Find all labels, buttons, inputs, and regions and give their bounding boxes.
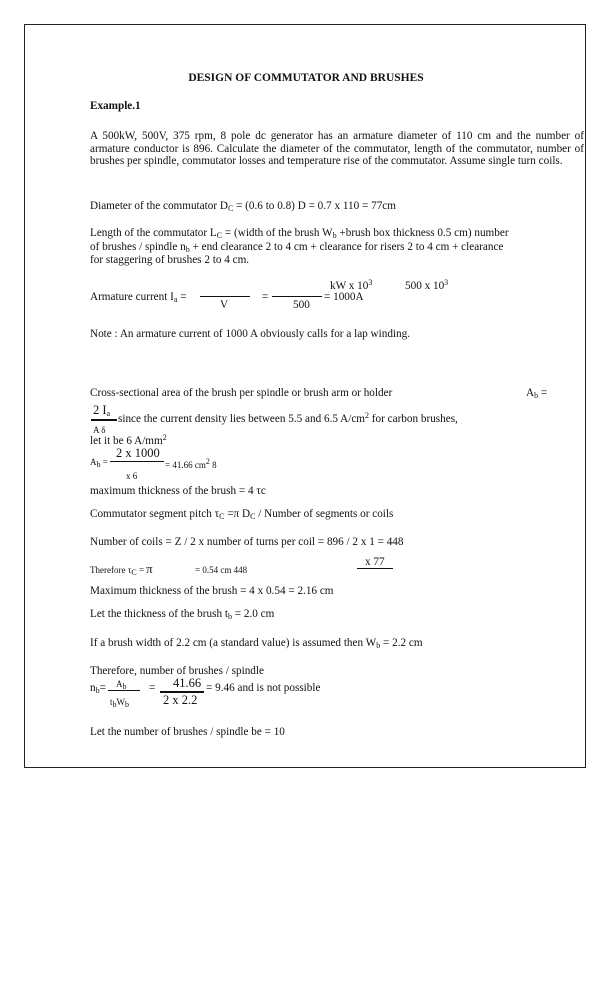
tb-sub: b <box>227 612 232 621</box>
ab-calc-fraction-bar <box>110 461 164 462</box>
length-c: +brush box thickness 0.5 cm) number <box>336 227 509 239</box>
brush-width <box>90 637 423 652</box>
brush-area-label: Cross-sectional area of the brush per spindle or brush arm or holder <box>90 387 393 399</box>
commutator-diameter <box>90 200 396 215</box>
number-of-coils: Number of coils = Z / 2 x number of turns per coil = 896 / 2 x 1 = 448 <box>90 536 404 548</box>
commutator-length <box>90 228 560 266</box>
ia-denominator-2: 500 <box>293 299 310 311</box>
nb-f1-den-sub2: b <box>125 700 130 709</box>
tb-a: Let the thickness of the brush t <box>90 608 228 620</box>
length-line2-sub: b <box>185 245 190 254</box>
nb-f1-den-t: t <box>110 697 113 707</box>
nb-f1-num-sub: b <box>122 682 127 691</box>
tb-b: = 2.0 cm <box>231 608 275 620</box>
ab-calc-sub: b <box>96 460 101 469</box>
ia-label <box>90 291 187 306</box>
ia-label-text: Armature current I <box>90 291 174 303</box>
ab-frac-num-sub: a <box>106 409 111 418</box>
ia-fraction-bar-1 <box>200 296 250 297</box>
ab-fraction-bar <box>91 419 117 421</box>
since-text-b: for carbon brushes, <box>369 413 458 425</box>
ab-calc-denominator: x 6 <box>126 471 138 481</box>
tc-fraction-bar <box>357 568 393 569</box>
tc-pi: π <box>146 562 153 576</box>
nb-n-eq: = <box>99 682 106 694</box>
pitch-sub: C <box>219 512 225 521</box>
length-line2-b: + end clearance 2 to 4 cm + clearance for risers 2 to 4 cm + clearance <box>189 241 504 253</box>
nb-symbol <box>90 682 106 697</box>
diameter-rest: = (0.6 to 0.8) D = 0.7 x 110 = 77cm <box>233 200 396 212</box>
bw-a: If a brush width of 2.2 cm (a standard value) is assumed then W <box>90 637 377 649</box>
nb-result: = 9.46 and is not possible <box>206 682 321 694</box>
brush-thickness <box>90 608 274 623</box>
nb-frac1-denominator <box>110 696 129 711</box>
length-a: Length of the commutator L <box>90 227 217 239</box>
nb-f1-den-sub: b <box>112 700 117 709</box>
length-line-3: for staggering of brushes 2 to 4 cm. <box>90 254 250 266</box>
ia-num2-sup: 3 <box>444 278 449 287</box>
ab-fraction-denominator: A δ <box>93 425 106 435</box>
nb-f1-num: A <box>116 679 123 689</box>
ab-symbol <box>526 387 547 402</box>
max-thickness-formula: maximum thickness of the brush = 4 τc <box>90 485 266 497</box>
max-thickness-value: Maximum thickness of the brush = 4 x 0.54 = 2.16 cm <box>90 585 334 597</box>
ia-fraction-bar-2 <box>272 296 322 297</box>
ab-calc-numerator: 2 x 1000 <box>116 446 160 460</box>
pitch-c: / Number of segments or coils <box>255 508 394 520</box>
therefore-tc <box>90 563 153 579</box>
ia-num1-sup: 3 <box>368 278 373 287</box>
length-b: = (width of the brush W <box>222 227 333 239</box>
ab-calc-eq: = <box>100 457 108 467</box>
ab-eq: = <box>538 387 548 399</box>
lap-winding-note: Note : An armature current of 1000 A obviously calls for a lap winding. <box>90 328 411 340</box>
nb-n-sub: b <box>95 686 100 695</box>
pitch-sub2: C <box>250 512 256 521</box>
problem-statement: A 500kW, 500V, 375 rpm, 8 pole dc generator has an armature diameter of 110 cm and the number of armature conductor is 896. Calculate the diameter of the commutator, length of the commutator, number of brushes per spindle, commutator losses and temperature rise of the commutator. Assume single turn coils. <box>90 130 584 168</box>
ia-result: = 1000A <box>324 291 364 303</box>
current-density-text <box>118 409 458 426</box>
ia-num2-text: 500 x 10 <box>405 280 445 292</box>
diameter-prefix: Diameter of the commutator D <box>90 200 228 212</box>
final-brush-count: Let the number of brushes / spindle be = 10 <box>90 726 285 738</box>
ab-calc-result <box>165 455 217 472</box>
nb-frac2-denominator: 2 x 2.2 <box>163 693 198 707</box>
nb-n: n <box>90 682 96 694</box>
bw-b: = 2.2 cm <box>380 637 423 649</box>
ia-denominator-1: V <box>220 299 229 311</box>
length-b-sub: b <box>332 231 337 240</box>
since-sup: 2 <box>365 411 369 420</box>
ab-fraction-numerator <box>93 404 110 420</box>
tc-result: = 0.54 cm 448 <box>195 565 248 575</box>
nb-frac2-numerator: 41.66 <box>173 676 202 690</box>
let-sup: 2 <box>162 433 167 442</box>
length-line-1 <box>90 228 560 241</box>
tc-b: = <box>136 565 147 575</box>
ab-calc-res: = 41.66 cm <box>165 460 206 470</box>
tc-sub: C <box>131 568 137 577</box>
ab-frac-num: 2 I <box>93 403 107 417</box>
ab-sub: b <box>534 391 539 400</box>
ia-label-sub: a <box>173 295 178 304</box>
length-a-sub: C <box>216 231 223 240</box>
length-line2-a: of brushes / spindle n <box>90 241 186 253</box>
bw-sub: b <box>376 641 381 650</box>
pitch-a: Commutator segment pitch τ <box>90 508 220 520</box>
ab-calc-a: A <box>90 457 97 467</box>
since-text: since the current density lies between 5.5 and 6.5 A/cm <box>118 413 365 425</box>
ia-equals: = <box>262 291 269 303</box>
tc-numerator: x 77 <box>365 556 385 568</box>
page-title: DESIGN OF COMMUTATOR AND BRUSHES <box>188 72 424 84</box>
example-heading: Example.1 <box>90 100 141 112</box>
nb-f1-den-w: W <box>116 697 126 707</box>
pitch-b: =π D <box>224 508 251 520</box>
ab-calc-label <box>90 456 108 471</box>
ia-numerator-2 <box>405 276 448 293</box>
ia-label-eq: = <box>177 291 187 303</box>
diameter-sub: C <box>227 204 234 213</box>
nb-equals: = <box>149 682 156 694</box>
brushes-per-spindle-label: Therefore, number of brushes / spindle <box>90 665 264 677</box>
ia-num1-text: kW x 10 <box>330 280 369 292</box>
ab-a: A <box>526 387 535 399</box>
segment-pitch <box>90 508 393 523</box>
ab-calc-res-b: 8 <box>209 460 217 470</box>
tc-a: Therefore τ <box>90 565 132 575</box>
let-text: let it be 6 A/mm <box>90 435 163 447</box>
nb-fraction-bar-1 <box>108 690 140 691</box>
ab-calc-res-sup: 2 <box>205 457 210 466</box>
